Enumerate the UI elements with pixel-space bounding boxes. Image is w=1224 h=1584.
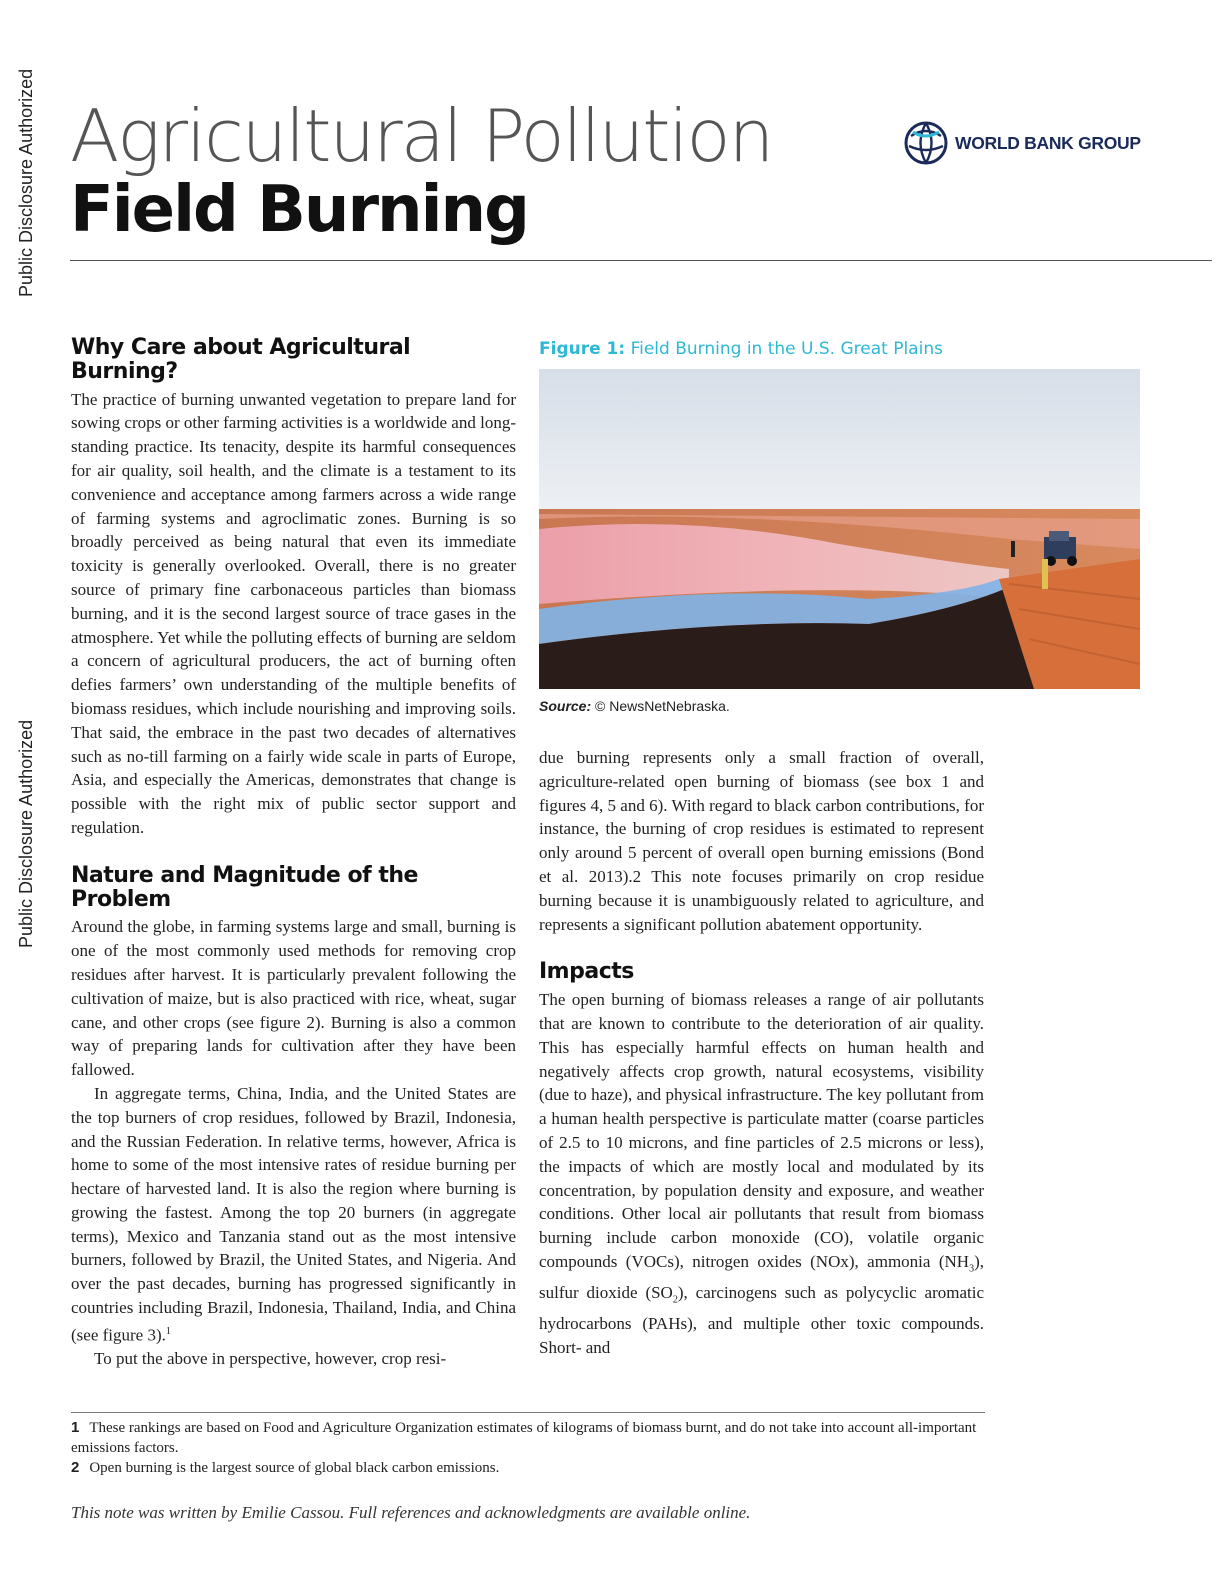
section-heading: Why Care about Agricultural Burning? [71,335,411,384]
footnote [71,1458,985,1478]
source-label: Source: [539,698,592,714]
globe-icon [903,120,949,166]
footnotes [71,1418,985,1478]
figure-label: Figure 1: [539,339,626,359]
paragraph [71,1082,516,1347]
left-column [71,336,516,1371]
subscript: 3 [969,1263,975,1275]
section-heading: Impacts [539,959,634,985]
paragraph-text: In aggregate terms, China, India, and the United States are the top burners of crop residues, followed by Brazil, Indonesia, and the Russian Federation. In relative terms, however, Africa is home to some of the most intensive rates of residue burning per hectare of harvested land. It is also the region where burning is growing the fastest. Among the top 20 burners (in aggregate terms), Mexico and Tanzania stand out as the most intensive burners, followed by Brazil, the United States, and Nigeria. And over the past decades, burning has progressed significantly in countries including Brazil, Indonesia, Thailand, India, and China (see figure 3). [71,1083,516,1345]
paragraph: due burning represents only a small fraction of overall, agriculture-related open burning of biomass (see box 1 and figures 4, 5 and 6). With regard to black carbon contributions, for instance, the burning of crop residues is estimated to represent only around 5 percent of overall open burning emissions (Bond et al. 2013).2 This note focuses primarily on crop residue burning because it is unambiguously related to agriculture, and represents a significant pollution abatement opportunity. [539,748,984,934]
footnote-text: Open burning is the largest source of global black carbon emissions. [89,1460,500,1476]
footnote-ref[interactable]: 1 [165,1325,171,1337]
figure-source [539,698,730,714]
right-column [539,746,984,1360]
logo-text: WORLD BANK GROUP [955,132,1141,153]
footnote [71,1418,985,1458]
footnote-divider [71,1412,985,1413]
footnote-text: These rankings are based on Food and Agriculture Organization estimates of kilograms of biomass burnt, and do not take into account all-important emissions factors. [71,1420,977,1456]
figure-photo [539,369,1140,689]
paragraph-text: ), carcinogens such as polycyclic aromatic hydrocarbons (PAHs), and multiple other toxic compounds. Short- and [539,1283,985,1358]
paragraph: To put the above in perspective, however, crop resi- [94,1349,447,1369]
world-bank-logo [903,120,1141,166]
figure-title [539,339,943,359]
paragraph-text: The open burning of biomass releases a range of air pollutants that are known to contribute to the deterioration of air quality. This has especially harmful effects on human health and negatively affects crop growth, natural ecosystems, visibility (due to haze), and physical infrastructure. The key pollutant from a human health perspective is particulate matter (coarse particles of 2.5 to 10 microns, and fine particles of 2.5 microns or less), the impacts of which are mostly local and modulated by its concentration, by population density and exposure, and weather conditions. Other local air pollutants that result from biomass burning include carbon monoxide (CO), volatile organic compounds (VOCs), nitrogen oxides (NOx), ammonia (NH [539,990,984,1271]
author-credit: This note was written by Emilie Cassou. Full references and acknowledgments are available online. [71,1503,751,1522]
disclosure-label: Public Disclosure Authorized [16,68,36,297]
figure-caption: Field Burning in the U.S. Great Plains [630,339,943,359]
page-title: Agricultural Pollution [70,94,773,178]
paragraph [539,988,984,1360]
paragraph: Around the globe, in farming systems large and small, burning is one of the most commonly used methods for removing crop residues after harvest. It is particularly prevalent following the cultivation of maize, but is also practiced with rice, wheat, sugar cane, and other crops (see figure 2). Burning is also a common way of preparing lands for cultivation after they have been fallowed. [71,917,516,1080]
footnote-number: 1 [71,1419,80,1436]
section-heading: Nature and Magnitude of the Problem [71,862,418,912]
field-burning-photo [539,369,1140,689]
header-divider [70,260,1212,261]
disclosure-label: Public Disclosure Authorized [16,719,36,948]
paragraph: The practice of burning unwanted vegetation to prepare land for sowing crops or other farming activities is a worldwide and long-standing practice. Its tenacity, despite its harmful consequences for air quality, soil health, and the climate is a testament to its convenience and acceptance among farmers across a wide range of farming systems and agroclimatic zones. Burning is so broadly perceived as being natural that even its immediate toxicity is generally overlooked. Overall, there is no greater source of primary fine carbonaceous particles than biomass burning, and it is the second largest source of trace gases in the atmosphere. Yet while the polluting effects of burning are seldom a concern of agricultural producers, the act of burning often defies farmers’ own understanding of the multiple benefits of biomass residues, which include nourishing and improving soils. That said, the embrace in the past two decades of alternatives such as no-till farming on a fairly wide scale in parts of Europe, Asia, and especially the Americas, demonstrates that change is possible with the right mix of public sector support and regulation. [71,389,516,837]
source-text: © NewsNetNebraska. [595,698,730,714]
page-subtitle: Field Burning [70,173,528,247]
footnote-number: 2 [71,1459,80,1476]
subscript: 2 [672,1294,678,1306]
paragraph-text: ), sulfur dioxide (SO [539,1251,984,1303]
